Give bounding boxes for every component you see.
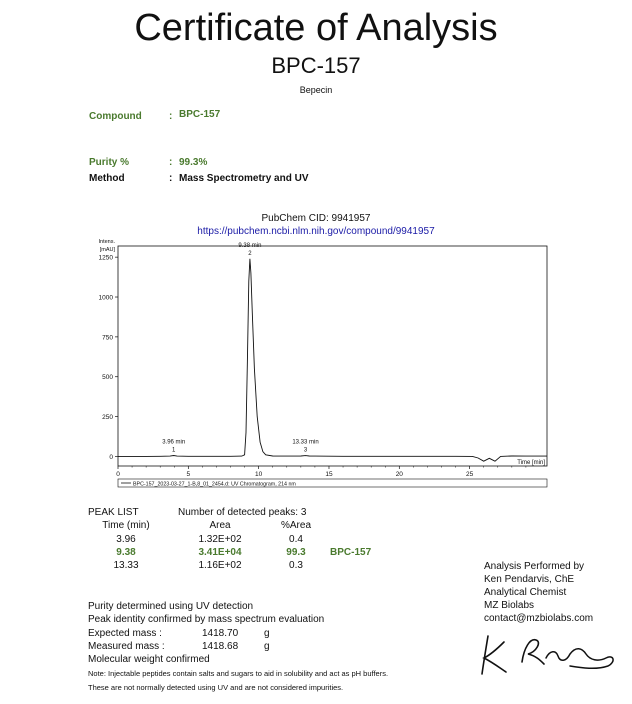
- analyst-signature: [474, 628, 624, 680]
- plot-frame: [118, 246, 547, 466]
- purity-label: Purity %: [89, 157, 130, 168]
- method-label: Method: [89, 173, 125, 184]
- compound-label: Compound: [89, 111, 142, 122]
- x-tick-label: 5: [186, 471, 191, 478]
- y-tick-label: 1250: [98, 254, 113, 262]
- y-tick-label: 0: [109, 453, 113, 461]
- injectable-note: Note: Injectable peptides contain salts and sugars to aid in solubility and act as pH buffers.: [88, 669, 389, 678]
- row1-area: 1.32E+02: [198, 534, 242, 545]
- impurities-note: These are not normally detected using UV and are not considered impurities.: [88, 683, 344, 692]
- peak-list: [88, 506, 418, 576]
- row2-time: 9.38: [116, 547, 136, 558]
- expected-mass-unit: g: [264, 628, 270, 639]
- peak-time-label: 9.38 min: [238, 242, 262, 249]
- ms-identity-note: Peak identity confirmed by mass spectrum evaluation: [88, 614, 325, 625]
- analyst-email[interactable]: contact@mzbiolabs.com: [484, 613, 594, 624]
- peak-count: Number of detected peaks: 3: [178, 507, 307, 518]
- document-title: Certificate of Analysis: [134, 7, 498, 49]
- y-tick-label: 500: [102, 374, 113, 382]
- method-colon: :: [169, 173, 173, 184]
- measured-mass-unit: g: [264, 641, 270, 652]
- measured-mass-value: 1418.68: [202, 641, 239, 652]
- pubchem-cid: PubChem CID: 9941957: [261, 213, 371, 224]
- x-tick-label: 25: [466, 471, 474, 478]
- uv-trace-line: [118, 259, 547, 461]
- peak-number-label: 3: [303, 447, 308, 454]
- y-tick-label: 750: [102, 334, 113, 342]
- row2-compound: BPC-157: [330, 547, 372, 558]
- mw-confirmed-note: Molecular weight confirmed: [88, 654, 210, 665]
- header-area: Area: [209, 520, 231, 531]
- analyst-name: Ken Pendarvis, ChE: [484, 574, 575, 585]
- y-axis-label-line1: Intens.: [98, 239, 115, 245]
- expected-mass-label: Expected mass :: [88, 628, 162, 639]
- header-pct-area: %Area: [280, 520, 311, 531]
- x-tick-label: 15: [325, 471, 333, 478]
- analyst-company: MZ Biolabs: [484, 600, 535, 611]
- analyst-heading: Analysis Performed by: [484, 561, 585, 572]
- row1-pct: 0.4: [289, 534, 303, 545]
- compound-value: BPC-157: [179, 109, 221, 120]
- peak-time-label: 13.33 min: [292, 439, 319, 446]
- x-tick-label: 10: [255, 471, 263, 478]
- compound-synonym: Bepecin: [299, 85, 333, 95]
- x-tick-label: 0: [116, 471, 120, 478]
- peak-number-label: 1: [172, 447, 176, 454]
- row3-area: 1.16E+02: [198, 560, 242, 571]
- compound-colon: :: [169, 111, 173, 122]
- peak-time-label: 3.96 min: [162, 439, 186, 446]
- row2-area: 3.41E+04: [198, 547, 242, 558]
- row2-pct: 99.3: [286, 547, 306, 558]
- uv-detection-note: Purity determined using UV detection: [88, 601, 254, 612]
- compound-subtitle: BPC-157: [271, 53, 361, 78]
- row3-pct: 0.3: [289, 560, 303, 571]
- y-tick-label: 1000: [98, 294, 113, 302]
- x-tick-label: 20: [395, 471, 403, 478]
- purity-value: 99.3%: [179, 157, 208, 168]
- y-tick-label: 250: [102, 414, 113, 422]
- peak-number-label: 2: [248, 250, 252, 257]
- expected-mass-value: 1418.70: [202, 628, 239, 639]
- measured-mass-label: Measured mass :: [88, 641, 165, 652]
- legend-entry: BPC-157_2023-03-27_1-B,8_01_2454.d: UV Chromatogram, 214 nm: [133, 481, 296, 488]
- pubchem-link[interactable]: https://pubchem.ncbi.nlm.nih.gov/compound/9941957: [197, 226, 435, 237]
- uv-chromatogram: [88, 238, 553, 493]
- x-axis-label: Time [min]: [517, 460, 545, 466]
- purity-colon: :: [169, 157, 173, 168]
- analyst-title: Analytical Chemist: [484, 587, 567, 598]
- row3-time: 13.33: [113, 560, 139, 571]
- peak-list-title: PEAK LIST: [88, 507, 139, 518]
- method-value: Mass Spectrometry and UV: [179, 173, 309, 184]
- y-axis-label-line2: [mAU]: [99, 247, 115, 253]
- header-time: Time (min): [102, 520, 150, 531]
- row1-time: 3.96: [116, 534, 136, 545]
